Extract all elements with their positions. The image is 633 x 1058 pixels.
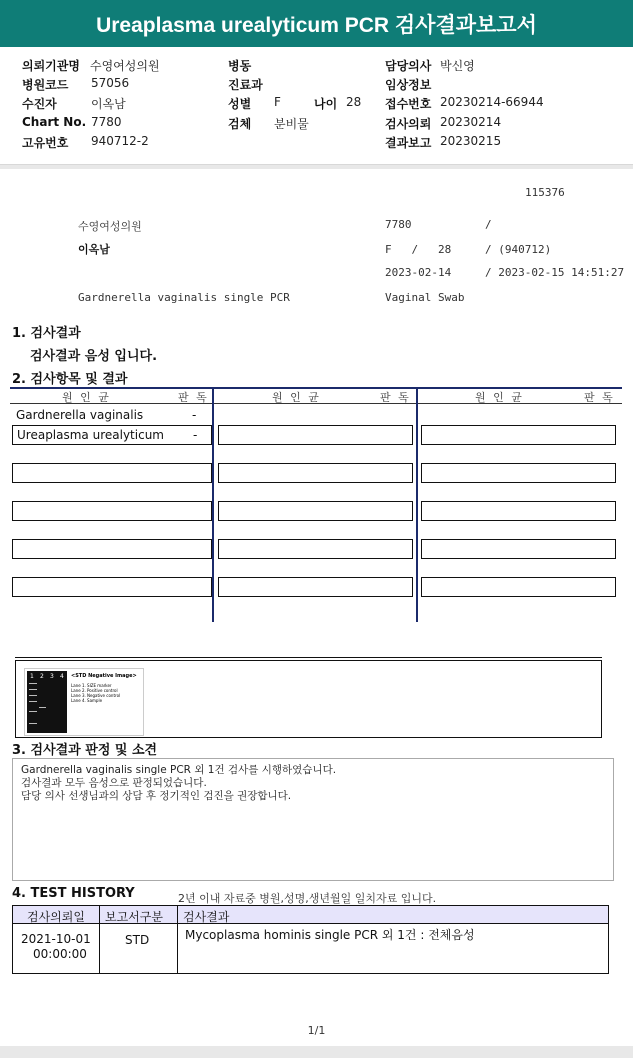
lane-number: 4 <box>60 673 64 680</box>
bottom-bar <box>0 1046 633 1058</box>
history-col-date: 검사의뢰일 <box>27 910 85 924</box>
gel-band <box>29 695 37 696</box>
gel-band <box>29 701 37 702</box>
history-note: 2년 이내 자료중 병원,성명,생년월일 일치자료 입니다. <box>178 892 437 905</box>
doctor-label: 담당의사 <box>385 59 432 73</box>
lane-number: 2 <box>40 673 44 680</box>
history-result: Mycoplasma hominis single PCR 외 1건 : 전체음성 <box>185 928 475 942</box>
chart-label: Chart No. <box>22 115 87 129</box>
hospital-value: 수영여성의원 <box>90 59 160 73</box>
history-table <box>12 905 609 974</box>
history-col-result: 검사결과 <box>183 910 230 924</box>
result-cell <box>218 539 413 559</box>
history-type: STD <box>125 933 150 947</box>
ward-label: 병동 <box>228 59 252 73</box>
summary-sample: Vaginal Swab <box>385 291 465 304</box>
summary-test: Gardnerella vaginalis single PCR <box>78 291 290 304</box>
header-underline <box>10 403 622 404</box>
result-cell <box>12 577 212 597</box>
request-value: 20230214 <box>440 115 502 129</box>
receipt-value: 20230214-66944 <box>440 95 544 109</box>
gel-band <box>29 723 37 724</box>
result-cell <box>218 501 413 521</box>
chart-value: 7780 <box>91 115 122 129</box>
uid-value: 940712-2 <box>91 134 149 148</box>
gel-image-box <box>15 660 602 738</box>
gel-band <box>29 711 37 712</box>
page-number: 1/1 <box>307 1024 326 1037</box>
result-cell <box>12 539 212 559</box>
summary-sex-age: F / 28 <box>385 243 452 256</box>
patient-label: 수진자 <box>22 97 57 111</box>
report-date-label: 결과보고 <box>385 136 432 150</box>
result-cell <box>12 463 212 483</box>
col-result-1: 판 독 <box>178 391 209 404</box>
report-title: Ureaplasma urealyticum PCR 검사결과보고서 <box>0 0 633 47</box>
result-cell <box>421 425 616 445</box>
result-cell <box>421 501 616 521</box>
section1-result: 검사결과 음성 입니다. <box>30 349 158 364</box>
pathogen-name: Ureaplasma urealyticum <box>17 428 164 442</box>
col-pathogen-3: 원 인 균 <box>475 391 524 404</box>
gel-image <box>24 668 144 736</box>
pathogen-name: Gardnerella vaginalis <box>16 408 144 422</box>
section3-title: 3. 검사결과 판정 및 소견 <box>12 743 158 758</box>
image-top-rule <box>15 657 602 658</box>
report-id: 115376 <box>525 186 565 199</box>
result-cell <box>12 425 212 445</box>
section2-title: 2. 검사항목 및 결과 <box>12 372 128 387</box>
patient-info-block <box>0 53 633 165</box>
result-cell <box>421 539 616 559</box>
summary-slash: / <box>485 218 492 231</box>
gel-legend-item: Lane 1. SIZE marker <box>71 683 112 688</box>
column-divider <box>99 906 100 973</box>
history-header <box>13 906 608 924</box>
clinical-label: 임상정보 <box>385 78 432 92</box>
gel-band <box>39 707 46 708</box>
result-cell <box>12 501 212 521</box>
col-result-2: 판 독 <box>380 391 411 404</box>
section4-title: 4. TEST HISTORY <box>12 886 135 901</box>
result-cell <box>421 577 616 597</box>
gel-legend-item: Lane 3. Negative control <box>71 693 121 698</box>
summary-hospital: 수영여성의원 <box>78 220 142 233</box>
receipt-label: 접수번호 <box>385 97 432 111</box>
specimen-label: 검체 <box>228 117 252 131</box>
col-pathogen-2: 원 인 균 <box>272 391 321 404</box>
opinion-box <box>12 758 614 881</box>
col-pathogen-1: 원 인 균 <box>62 391 111 404</box>
uid-label: 고유번호 <box>22 136 69 150</box>
column-divider <box>177 906 178 973</box>
summary-request-date: 2023-02-14 <box>385 266 452 279</box>
pathogen-result: - <box>193 428 198 442</box>
column-divider <box>212 387 214 622</box>
result-cell <box>421 463 616 483</box>
result-cell <box>218 577 413 597</box>
opinion-line: Gardnerella vaginalis single PCR 외 1건 검사를 시행하였습니다. <box>21 764 337 776</box>
result-table <box>10 387 622 622</box>
hospital-label: 의뢰기관명 <box>22 59 80 73</box>
summary-chart: 7780 <box>385 218 412 231</box>
opinion-line: 검사결과 모두 음성으로 판정되었습니다. <box>21 777 207 789</box>
patient-value: 이옥남 <box>91 97 126 111</box>
summary-report-date: / 2023-02-15 14:51:27 <box>485 266 625 279</box>
pathogen-result: - <box>192 408 197 422</box>
doctor-value: 박신영 <box>440 59 475 73</box>
opinion-line: 담당 의사 선생님과의 상담 후 정기적인 검진을 권장합니다. <box>21 790 292 802</box>
report-date-value: 20230215 <box>440 134 502 148</box>
age-label: 나이 <box>314 97 338 111</box>
gel-legend-item: Lane 2. Positive control <box>71 688 118 693</box>
gel-legend-item: Lane 4. Sample <box>71 698 103 703</box>
column-divider <box>416 387 418 622</box>
dept-label: 진료과 <box>228 78 263 92</box>
sex-label: 성별 <box>228 97 252 111</box>
result-cell <box>218 425 413 445</box>
gel-legend <box>71 683 120 703</box>
code-label: 병원코드 <box>22 78 69 92</box>
gel-band <box>29 689 37 690</box>
section1-title: 1. 검사결과 <box>12 326 81 341</box>
result-cell <box>218 463 413 483</box>
gel-title: <STD Negative Image> <box>71 673 137 679</box>
age-value: 28 <box>346 95 362 109</box>
gel-photo <box>27 671 67 733</box>
history-time: 00:00:00 <box>33 947 87 961</box>
lane-number: 1 <box>30 673 34 680</box>
lane-number: 3 <box>50 673 54 680</box>
specimen-value: 분비물 <box>274 117 309 131</box>
summary-birth: / (940712) <box>485 243 552 256</box>
sex-value: F <box>274 95 281 109</box>
history-date: 2021-10-01 <box>21 932 91 946</box>
code-value: 57056 <box>91 76 130 90</box>
col-result-3: 판 독 <box>584 391 615 404</box>
gel-band <box>29 683 37 684</box>
history-col-type: 보고서구분 <box>105 910 163 924</box>
divider <box>0 165 633 169</box>
summary-name: 이옥남 <box>78 243 110 256</box>
request-label: 검사의뢰 <box>385 117 432 131</box>
